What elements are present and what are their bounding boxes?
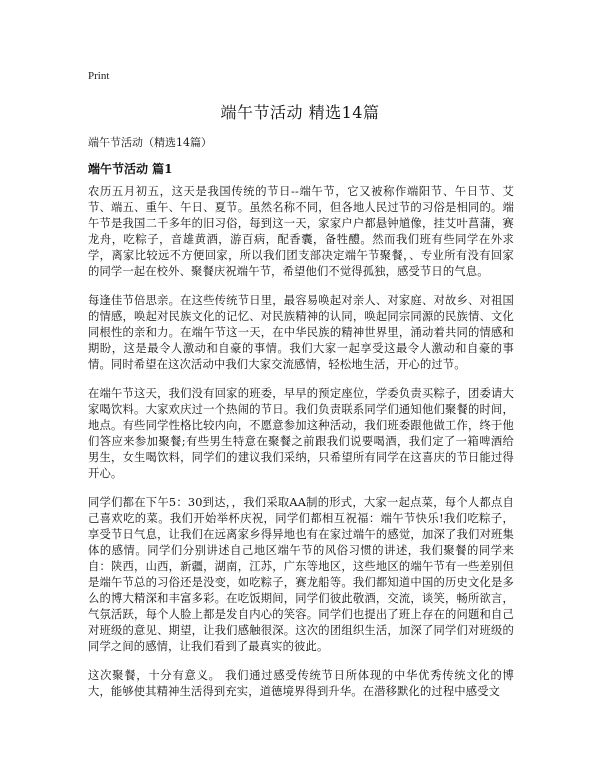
document-subtitle: 端午节活动（精选14篇）: [88, 136, 212, 149]
paragraph-1: 农历五月初五，这天是我国传统的节日--端午节，它又被称作端阳节、午日节、艾节、端五、重午、午日、夏节。虽然名称不同，但各地人民过节的习俗是相同的。端午节是我国二千多年的旧习俗，每到这一天，家家户户都悬钟馗像，挂艾叶菖蒲，赛龙舟，吃粽子，音雄黄酒，游百病，配香囊，备牲醴。然而我们班有些同学在外求学，离家比较远不方便回家，所以我们团支部决定端午节聚餐，、专业所有没有回家的同学一起在校外、聚餐庆祝端午节，希望他们不觉得孤独，感受节日的气息。: [88, 185, 514, 278]
paragraph-5: 这次聚餐，十分有意义。 我们通过感受传统节日所体现的中华优秀传统文化的博大，能够使其精神生活得到充实，道德境界得到升华。在潜移默化的过程中感受文: [88, 669, 514, 698]
section-heading: 端午节活动 篇1: [88, 162, 173, 176]
paragraph-2: 每逢佳节倍思亲。在这些传统节日里，最容易唤起对亲人、对家庭、对故乡、对祖国的情感，唤起对民族文化的记忆、对民族精神的认同，唤起同宗同源的民族情、文化同根性的亲和力。在端午节这一天，在中华民族的精神世界里，涌动着共同的情感和期盼，这是最令人激动和自豪的事情。我们大家一起享受这最令人激动和自豪的事情。同时希望在这次活动中我们大家交流感情，轻松地生活，开心的过节。: [88, 294, 514, 371]
paragraph-4: 同学们都在下午5：30到达，，我们采取AA制的形式，大家一起点菜，每个人都点自己喜欢吃的菜。我们开始举杯庆祝，同学们都相互祝福：端午节快乐!我们吃粽子，享受节日气息，让我们在远离家乡得异地也有在家过端午的感觉，加深了我们对班集体的感情。同学们分别讲述自己地区端午节的风俗习惯的讲述，我们聚餐的同学来自：陕西，山西，新疆，湖南，江苏，广东等地区，这些地区的端午节有一些差别但是端午节总的习俗还是没变，如吃粽子，赛龙船等。我们都知道中国的历史文化是多么的博大精深和丰富多彩。在吃饭期间，同学们彼此敬酒，交流，谈笑，畅所欲言，气氛活跃，每个人脸上都是发自内心的笑容。同学们也提出了班上存在的问题和自己对班级的意见、期望，让我们感触很深。这次的团组织生活，加深了同学们对班级的同学之间的感情，让我们看到了最真实的彼此。: [88, 496, 514, 653]
paragraph-3: 在端午节这天，我们没有回家的班委，早早的预定座位，学委负责买粽子，团委请大家喝饮料。大家欢庆过一个热闹的节日。我们负责联系同学们通知他们聚餐的时间，地点。有些同学性格比较内向，不愿意参加这种活动，我们班委跟他做工作，终于他们答应来参加聚餐;有些男生特意在聚餐之前跟我们说要喝酒，我们定了一箱啤酒给男生，女生喝饮料，同学们的建议我们采纳，只希望所有同学在这喜庆的节日能过得开心。: [88, 387, 514, 480]
print-link[interactable]: Print: [88, 70, 110, 82]
page-title: 端午节活动 精选14篇: [220, 103, 380, 122]
article-body: [88, 184, 514, 713]
